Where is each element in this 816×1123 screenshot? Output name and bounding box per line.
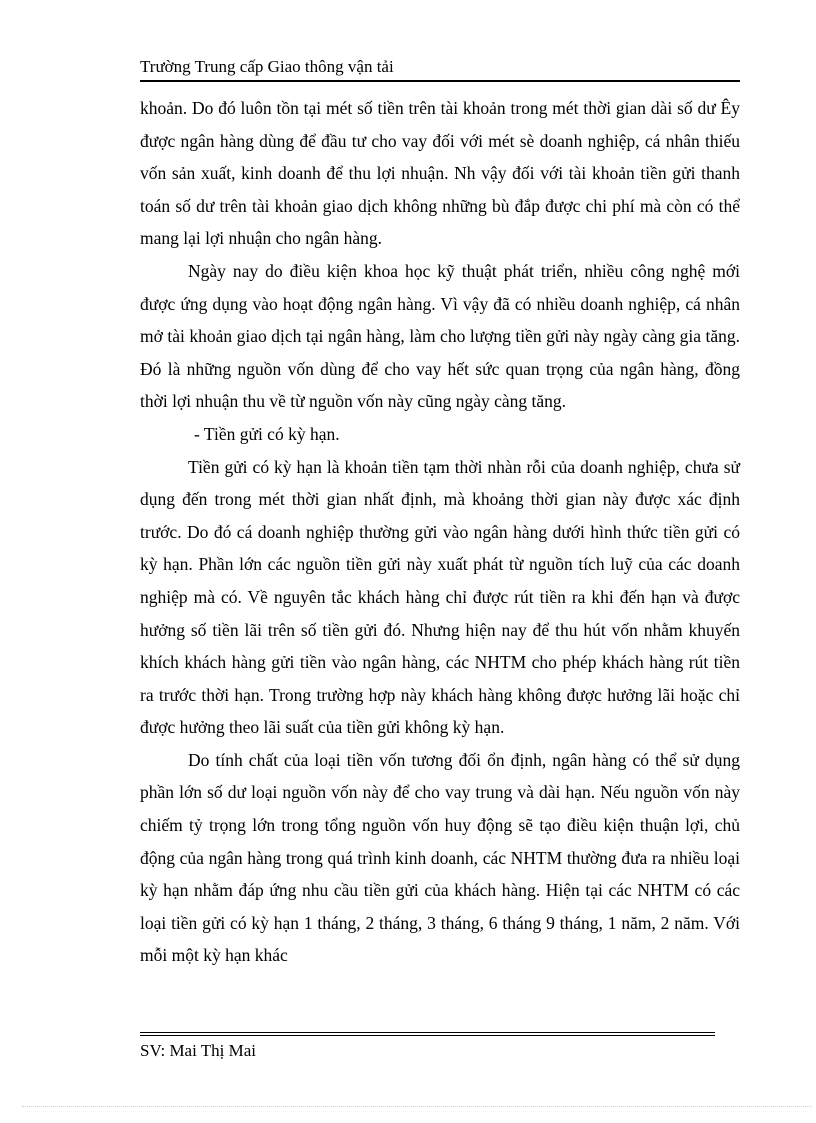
document-body [140,92,740,972]
page-edge-divider [22,1106,812,1107]
header-divider [140,80,740,82]
section-subheading: - Tiền gửi có kỳ hạn. [194,423,340,444]
paragraph-3: Tiền gửi có kỳ hạn là khoản tiền tạm thời nhàn rỗi của doanh nghiệp, chưa sử dụng đến trong mét thời gian nhất định, mà khoảng thời gian này được xác định trước. Do đó cá doanh nghiệp thường gửi vào ngân hàng dưới hình thức tiền gửi có kỳ hạn. Phần lớn các nguồn tiền gửi này xuất phát từ nguồn tích luỹ của các doanh nghiệp mà có. Về nguyên tắc khách hàng chỉ được rút tiền ra khi đến hạn và được hưởng số tiền lãi trên số tiền gửi đó. Nhưng hiện nay để thu hút vốn nhằm khuyến khích khách hàng gửi tiền vào ngân hàng, các NHTM cho phép khách hàng rút tiền ra trước thời hạn. Trong trường hợp này khách hàng không được hưởng lãi hoặc chỉ được hưởng theo lãi suất của tiền gửi không kỳ hạn. [140,456,740,738]
paragraph-1: khoản. Do đó luôn tồn tại mét số tiền trên tài khoản trong mét thời gian dài số dư Êy được ngân hàng dùng để đầu tư cho vay đối với mét sè doanh nghiệp, cá nhân thiếu vốn sản xuất, kinh doanh để thu lợi nhuận. Nh vậy đối với tài khoản tiền gửi thanh toán số dư trên tài khoản giao dịch không những bù đắp được chi phí mà còn có thể mang lại lợi nhuận cho ngân hàng. [140,98,740,249]
footer-divider-top [140,1032,715,1033]
paragraph-2: Ngày nay do điều kiện khoa học kỹ thuật phát triển, nhiều công nghệ mới được ứng dụng vào hoạt động ngân hàng. Vì vậy đã có nhiều doanh nghiệp, cá nhân mở tài khoản giao dịch tại ngân hàng, làm cho lượng tiền gửi này ngày càng gia tăng. Đó là những nguồn vốn dùng để cho vay hết sức quan trọng của ngân hàng, đồng thời lợi nhuận thu về từ nguồn vốn này cũng ngày càng tăng. [140,260,740,412]
footer-divider-bottom [140,1035,715,1036]
page-header: Trường Trung cấp Giao thông vận tải [140,57,394,76]
page-footer: SV: Mai Thị Mai [140,1041,257,1060]
paragraph-4: Do tính chất của loại tiền vốn tương đối ổn định, ngân hàng có thể sử dụng phần lớn số dư loại nguồn vốn này để cho vay trung và dài hạn. Nếu nguồn vốn này chiếm tỷ trọng lớn trong tổng nguồn vốn huy động sẽ tạo điều kiện thuận lợi, chủ động của ngân hàng trong quá trình kinh doanh, các NHTM thường đưa ra nhiều loại kỳ hạn nhằm đáp ứng nhu cầu tiền gửi của khách hàng. Hiện tại các NHTM có các loại tiền gửi có kỳ hạn 1 tháng, 2 tháng, 3 tháng, 6 tháng 9 tháng, 1 năm, 2 năm. Với mỗi một kỳ hạn khác [140,749,740,966]
